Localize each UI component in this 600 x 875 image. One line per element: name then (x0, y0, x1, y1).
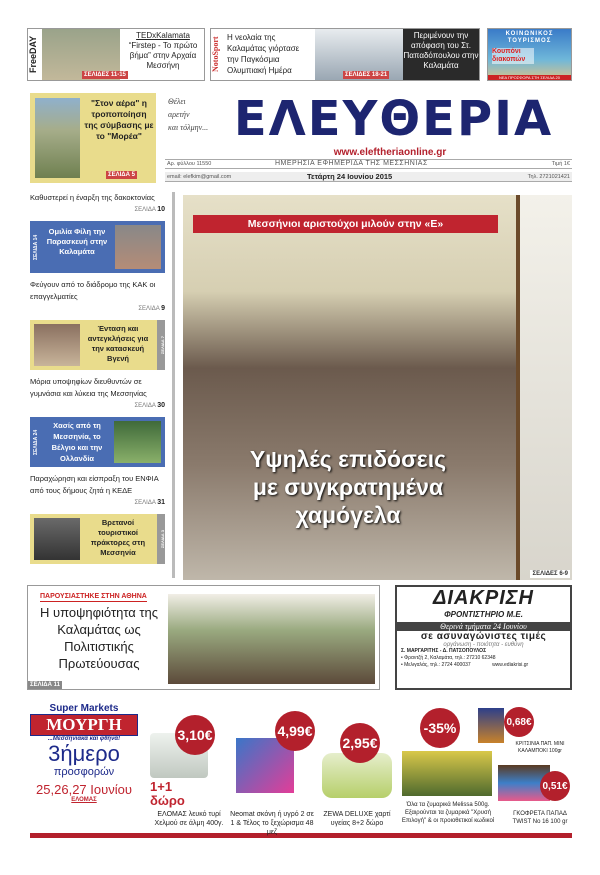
diakrisi-web[interactable]: www.ediakrisi.gr (492, 662, 529, 668)
page-ref: ΣΕΛΙΔΑ 9 (138, 305, 165, 312)
side-page-label: ΣΕΛΙΔΑ 24 (33, 429, 39, 455)
sm-slogan: ...Μεσσηνιακά και φθηνά! (47, 736, 121, 742)
teaser-title: Ένταση και αντεγκλήσεις για την κατασκευή Βγενή (87, 324, 149, 363)
tourism-title: ΚΟΙΝΩΝΙΚΟΣ ΤΟΥΡΙΣΜΟΣ (505, 31, 554, 44)
culture-story[interactable] (27, 585, 380, 690)
notosport-pages: ΣΕΛΙΔΕΣ 18-21 (345, 72, 388, 78)
sm-dates: 25,26,27 Ιουνίου (36, 782, 132, 797)
header-promo[interactable] (30, 93, 156, 183)
masthead-logo: ΕΛΕΥΘΕΡΙΑ (233, 92, 554, 146)
product-caption: Όλα τα ζυμαρικά Melissa 500g. Εξαιρούνται τα ζυμαρικά "Χρυσή Επιλογή" & οι προιοθετικοί κωδικοί (401, 802, 495, 824)
price-badge: 4,99€ (275, 711, 315, 751)
news-item[interactable] (30, 192, 165, 216)
dark-teaser: Περιμένουν την απόφαση του Στ. Παπαδόπουλου στην Καλαμάτα (403, 29, 479, 80)
promo-pages: ΣΕΛΙΔΑ 5 (108, 172, 135, 178)
news-title: Καθυστερεί η έναρξη της δακοκτονίας (30, 193, 155, 202)
headline-line: με συγκρατημένα (252, 474, 444, 500)
headline-line: χαμόγελα (295, 502, 401, 528)
sm-brand: ΜΟΥΡΓΗ (30, 714, 138, 736)
teaser-photo (34, 324, 80, 366)
social-tourism-ad[interactable] (487, 28, 572, 81)
diakrisi-address: • Φραντζή 2, Καλαμάτα, τηλ.: 27210 62348 (401, 655, 496, 661)
diakrisi-owners: Σ. ΜΑΡΓΑΡΙΤΗΣ - Δ. ΠΑΤΣΟΠΟΥΛΟΣ (401, 648, 487, 654)
teaser-photo (115, 225, 161, 269)
board-photo-area (516, 195, 572, 580)
email: email: elefkim@gmail.com (167, 174, 232, 180)
diakrisi-slogan: σε ασυναγώνιστες τιμές (420, 631, 547, 642)
price: Τιμή 1€ (551, 161, 570, 167)
diakrisi-address: • Μελιγαλάς, τηλ.: 2724 400037 www.ediakrisi.gr (401, 662, 529, 668)
side-page-label: ΣΕΛΙΔΑ 14 (33, 234, 39, 260)
notosport-title: Η νεολαία της Καλαμάτας γιόρτασε την Παγκόσμια Ολυμπιακή Ημέρα (227, 33, 300, 75)
notosport-teaser[interactable] (210, 28, 480, 81)
motto (168, 95, 208, 134)
left-column (30, 192, 165, 564)
website-url[interactable]: www.eleftheriaonline.gr (333, 147, 447, 158)
price-badge: 0,68€ (504, 707, 534, 737)
teaser-photo (114, 421, 161, 463)
motto-line: αρετήν (168, 110, 190, 119)
price-badge: -35% (420, 708, 460, 748)
main-pages: ΣΕΛΙΔΕΣ 6-9 (532, 571, 568, 577)
price-badge: 0,51€ (540, 771, 570, 801)
motto-line: Θέλει (168, 97, 186, 106)
news-title: Φεύγουν από το διάδρομο της ΚΑΚ οι επαγγελματίες (30, 280, 156, 301)
side-page-label: ΣΕΛΙΔΑ 7 (157, 320, 165, 370)
product-caption: ZEWA DELUXE χαρτί υγείας 8+2 δώρο (323, 811, 391, 827)
main-headline (183, 445, 513, 529)
price-badge: 2,95€ (340, 723, 380, 763)
sm-store-logo: ΕΛΟΜΑΣ (71, 797, 97, 803)
promo-title: "Στον αέρα" η τροποποίηση της σύμβασης με το "Μορέα" (84, 98, 154, 141)
motto-line: και τόλμην... (168, 123, 209, 132)
product-caption: ΚΡΙΤΣΙΝΙΑ ΠΑΠ. ΜΙΝΙ ΚΑΛΑΜΠΟΚΙ 100gr (515, 741, 565, 754)
news-title: Μόρια υποψηφίων διευθυντών σε γυμνάσια και λύκεια της Μεσσηνίας (30, 377, 147, 398)
price-badge: 3,10€ (175, 715, 215, 755)
diakrisi-logo: ΔΙΑΚΡΙΣΗ (432, 587, 535, 609)
promo-photo (35, 98, 80, 178)
page-ref: ΣΕΛΙΔΑ 10 (134, 206, 165, 213)
tourism-note: ΝΕΑ ΠΡΟΣΦΟΡΑ ΣΤΗ ΣΕΛΙΔΑ 20 (488, 75, 571, 80)
diakrisi-sub: ΦΡΟΝΤΙΣΤΗΡΙΟ Μ.Ε. (444, 610, 523, 619)
news-item[interactable] (30, 279, 165, 315)
freeday-pages: ΣΕΛΙΔΕΣ 11-15 (84, 72, 126, 78)
headline-line: Υψηλές επιδόσεις (249, 446, 447, 472)
product-extra: 1+1 δώρο (150, 779, 185, 808)
yellow-teaser[interactable] (30, 320, 165, 370)
issue-number: Αρ. φύλλου 11550 (167, 161, 212, 167)
culture-photo (168, 594, 375, 684)
sm-top: Super Markets (49, 703, 119, 714)
product-caption: ΓΚΟΦΡΕΤΑ ΠΑΠΑΔ TWIST No 16 100 gr (512, 811, 568, 825)
freeday-teaser[interactable] (27, 28, 205, 81)
diakrisi-band: Θερινά τμήματα 24 Ιουνίου (397, 622, 570, 631)
page-ref: ΣΕΛΙΔΑ 31 (134, 499, 165, 506)
product-caption: ΕΛΟΜΑΣ λευκό τυρί Χελμού σε άλμη 400γ. (154, 811, 224, 827)
culture-pages: ΣΕΛΙΔΑ 11 (30, 682, 60, 688)
side-page-label: ΣΕΛΙΔΑ 3 (157, 514, 165, 564)
phone: Τηλ. 2721021421 (527, 174, 570, 180)
sm-headline1: 3ήμερο (48, 741, 120, 766)
sm-headline2: προσφορών (53, 766, 115, 778)
product-caption: Neomat σκόνη ή υγρό 2 σε 1 & Τέλος το ξεχώρισμα 48 μεζ (230, 811, 314, 836)
blue-teaser[interactable] (30, 417, 165, 467)
teaser-title: Χασίς από τη Μεσσηνία, το Βέλγιο και την Ολλανδία (51, 421, 103, 463)
freeday-kicker: TEDxKalamata (136, 31, 190, 40)
product-image (478, 708, 504, 743)
story-banner: Μεσσήνιοι αριστούχοι μιλούν στην «Ε» (193, 215, 498, 233)
diakrisi-ad[interactable] (395, 585, 572, 690)
page-ref: ΣΕΛΙΔΑ 30 (134, 402, 165, 409)
date: Τετάρτη 24 Ιουνίου 2015 (307, 172, 393, 181)
column-divider (172, 192, 175, 578)
culture-title: Η υποψηφιότητα της Καλαμάτας ως Πολιτιστικής Πρωτεύουσας (39, 605, 159, 671)
teaser-title: Βρετανοί τουριστικοί πράκτορες στη Μεσσηνία (90, 518, 146, 557)
tourism-sub: Κουπόνι διακοπών (492, 48, 534, 64)
freeday-title: “Firstep - Το πρώτο βήμα” στην Αρχαία Μεσσήνη (128, 41, 198, 70)
notosport-label: NotoSport (211, 36, 220, 73)
diakrisi-tagline: οργάνωση - ποιότητα - ευθύνη (443, 642, 524, 648)
freeday-label: FreeDAY (28, 29, 42, 80)
supermarket-ad[interactable] (30, 703, 572, 838)
news-item[interactable] (30, 473, 165, 509)
culture-kicker: ΠΑΡΟΥΣΙΑΣΤΗΚΕ ΣΤΗΝ ΑΘΗΝΑ (40, 593, 147, 600)
teaser-photo (34, 518, 80, 560)
main-story[interactable] (183, 195, 572, 580)
yellow-teaser[interactable] (30, 514, 165, 564)
news-title: Παραχώρηση και είσπραξη του ΕΝΦΙΑ από τους δήμους ζητά η ΚΕΔΕ (30, 474, 159, 495)
teaser-title: Ομιλία Φίλη την Παρασκευή στην Καλαμάτα (46, 227, 108, 256)
news-item[interactable] (30, 376, 165, 412)
blue-teaser[interactable] (30, 221, 165, 273)
subtitle: ΗΜΕΡΗΣΙΑ ΕΦΗΜΕΡΙΔΑ ΤΗΣ ΜΕΣΣΗΝΙΑΣ (275, 160, 428, 167)
product-image (402, 751, 492, 796)
